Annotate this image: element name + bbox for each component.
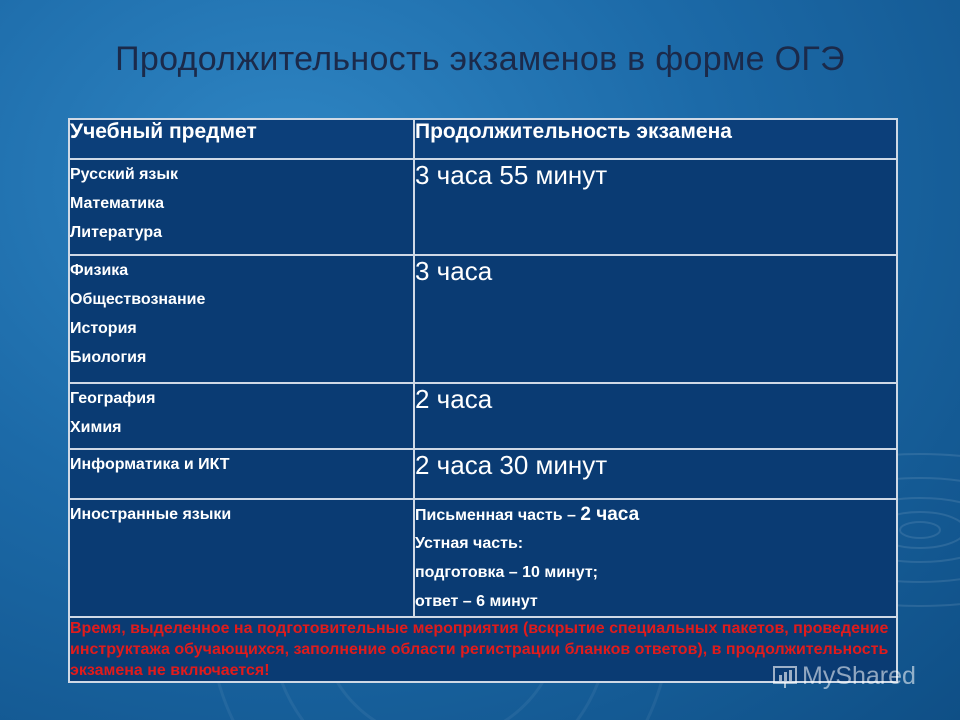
subjects-cell [69, 383, 414, 449]
watermark-text: MyShared [802, 662, 916, 690]
table-row [69, 499, 897, 617]
header-duration: Продолжительность экзамена [414, 119, 897, 159]
subjects-cell [69, 499, 414, 617]
subjects-cell [69, 159, 414, 255]
subject-biology: Биология [70, 349, 147, 366]
subject-physics: Физика [70, 262, 129, 279]
subject-math: Математика [70, 195, 165, 212]
duration-cell: 3 часа [414, 255, 897, 383]
table-row [69, 159, 897, 255]
subject-informatics: Информатика и ИКТ [70, 456, 230, 473]
subject-foreign-languages: Иностранные языки [70, 506, 232, 523]
oral-preparation: подготовка – 10 минут; [415, 564, 598, 581]
slide-title: Продолжительность экзаменов в форме ОГЭ [115, 40, 845, 78]
table-header-row [69, 119, 897, 159]
written-part-label: Письменная часть – [415, 507, 581, 524]
table-row [69, 255, 897, 383]
subject-russian: Русский язык [70, 166, 179, 183]
subject-history: История [70, 320, 137, 337]
exam-duration-table [68, 118, 898, 683]
written-part [415, 500, 896, 529]
duration-cell: 2 часа 30 минут [414, 449, 897, 499]
table-row [69, 449, 897, 499]
subjects-cell [69, 255, 414, 383]
header-subject: Учебный предмет [69, 119, 414, 159]
presentation-icon [772, 664, 798, 690]
subject-chemistry: Химия [70, 419, 122, 436]
subject-literature: Литература [70, 224, 163, 241]
subject-geography: География [70, 390, 156, 407]
duration-cell: 2 часа [414, 383, 897, 449]
note-text: Время, выделенное на подготовительные мероприятия (вскрытие специальных пакетов, проведение инструктажа обучающихся, заполнение области регистрации бланков ответов), в продолжительность экзамена не включается! [69, 617, 897, 682]
subject-social-studies: Обществознание [70, 291, 206, 308]
oral-part-label: Устная часть: [415, 535, 524, 552]
table-row [69, 383, 897, 449]
duration-cell: 3 часа 55 минут [414, 159, 897, 255]
watermark [772, 660, 942, 692]
oral-answer: ответ – 6 минут [415, 593, 538, 610]
foreign-duration-cell [414, 499, 897, 617]
subjects-cell [69, 449, 414, 499]
written-part-value: 2 часа [580, 504, 640, 525]
